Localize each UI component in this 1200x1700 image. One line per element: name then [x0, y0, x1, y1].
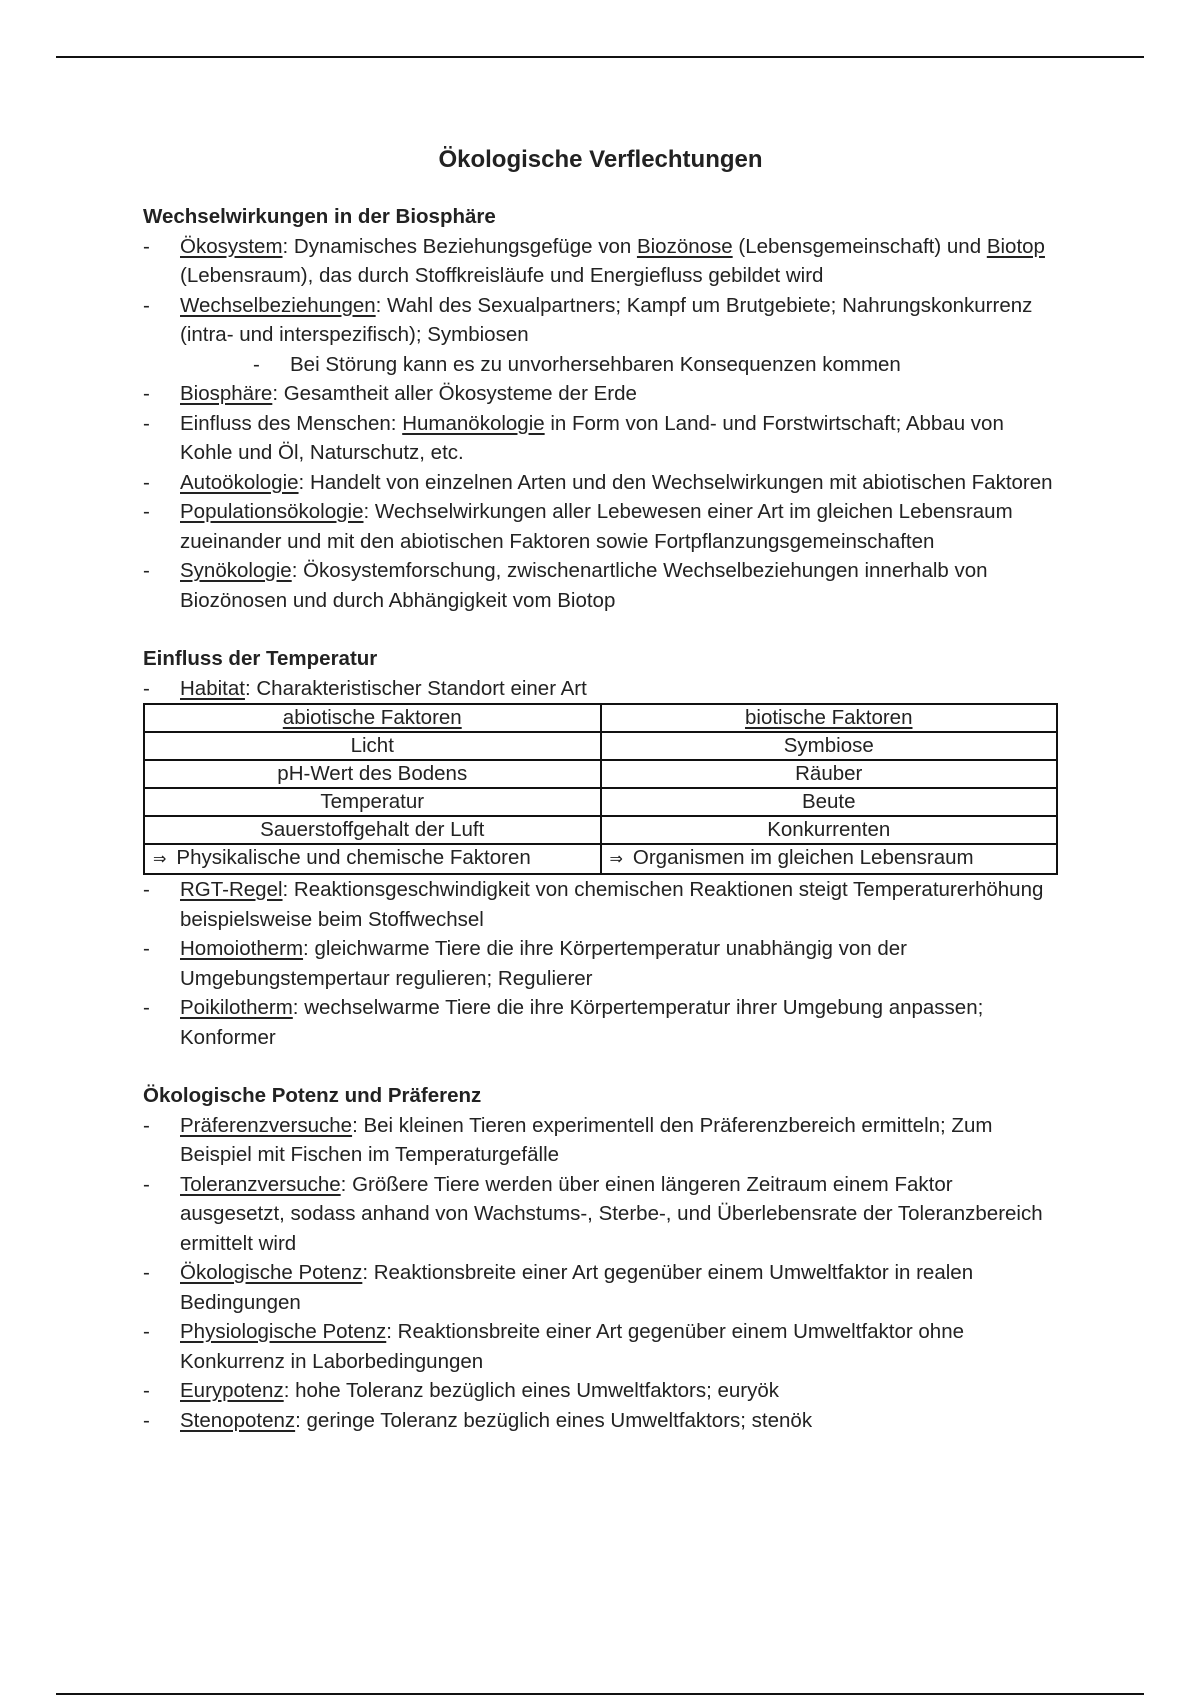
- term: Eurypotenz: [180, 1379, 284, 1402]
- term: Habitat: [180, 676, 245, 700]
- table-row: [144, 760, 1057, 788]
- list-item: - Stenopotenz: geringe Toleranz bezüglich eines Umweltfaktors; stenök: [143, 1406, 1058, 1436]
- term: Physiologische Potenz: [180, 1320, 387, 1343]
- table-header-cell: abiotische Faktoren: [144, 704, 601, 732]
- term: Ökosystem: [180, 234, 283, 258]
- header-rule: [56, 56, 1144, 58]
- table-cell: Temperatur: [144, 788, 601, 816]
- term: Ökologische Potenz: [180, 1261, 363, 1284]
- term: Homoiotherm: [180, 937, 304, 960]
- bullet-list: [143, 232, 1058, 616]
- section-wechselwirkungen: [143, 202, 1058, 615]
- table-row: [144, 788, 1057, 816]
- list-item: - Eurypotenz: hohe Toleranz bezüglich eines Umweltfaktors; euryök: [143, 1376, 1058, 1406]
- table-cell: Konkurrenten: [601, 816, 1058, 844]
- bullet-list: [143, 1111, 1058, 1436]
- term: Präferenzversuche: [180, 1113, 353, 1137]
- implies-arrow-icon: ⇒: [609, 851, 623, 868]
- table-row: [144, 732, 1057, 760]
- term: Humanökologie: [402, 411, 545, 435]
- sub-list: [180, 350, 1058, 380]
- table-cell: pH-Wert des Bodens: [144, 760, 601, 788]
- term: Biosphäre: [180, 382, 273, 405]
- table-cell: ⇒ Organismen im gleichen Lebensraum: [601, 844, 1058, 874]
- sub-list-item: - Bei Störung kann es zu unvorhersehbaren Konsequenzen kommen: [180, 350, 1058, 380]
- term: Biozönose: [636, 234, 733, 258]
- section-potenz: [143, 1081, 1058, 1435]
- list-item: - Ökosystem: Dynamisches Beziehungsgefüge von Biozönose (Lebensgemeinschaft) und Biotop (Lebensraum), das durch Stoffkreisläufe und Energiefluss gebildet wird: [143, 232, 1058, 291]
- list-item: - Präferenzversuche: Bei kleinen Tieren experimentell den Präferenzbereich ermitteln; Zum Beispiel mit Fischen im Temperaturgefälle: [143, 1111, 1058, 1170]
- list-item: - Autoökologie: Handelt von einzelnen Arten und den Wechselwirkungen mit abiotischen Faktoren: [143, 468, 1058, 498]
- term: Synökologie: [180, 559, 292, 582]
- list-item: - Homoiotherm: gleichwarme Tiere die ihre Körpertemperatur unabhängig von der Umgebungstempertaur regulieren; Regulierer: [143, 934, 1058, 993]
- table-cell: ⇒ Physikalische und chemische Faktoren: [144, 844, 601, 874]
- list-item: - RGT-Regel: Reaktionsgeschwindigkeit von chemischen Reaktionen steigt Temperaturerhöhung beispielsweise beim Stoffwechsel: [143, 875, 1058, 934]
- term: Stenopotenz: [180, 1408, 296, 1432]
- term: RGT-Regel: [180, 878, 283, 901]
- list-item: - Poikilotherm: wechselwarme Tiere die ihre Körpertemperatur ihrer Umgebung anpassen; Konformer: [143, 993, 1058, 1052]
- list-item: - Habitat: Charakteristischer Standort einer Art: [143, 674, 1058, 704]
- section-heading: Einfluss der Temperatur: [143, 647, 378, 670]
- section-heading: Ökologische Potenz und Präferenz: [143, 1084, 482, 1107]
- term: Toleranzversuche: [180, 1172, 341, 1196]
- table-cell: Symbiose: [601, 732, 1058, 760]
- implies-arrow-icon: ⇒: [153, 851, 167, 868]
- table-cell: Licht: [144, 732, 601, 760]
- table-cell: Beute: [601, 788, 1058, 816]
- section-heading: Wechselwirkungen in der Biosphäre: [143, 205, 496, 228]
- list-item: - Toleranzversuche: Größere Tiere werden über einen längeren Zeitraum einem Faktor ausgesetzt, sodass anhand von Wachstums-, Sterbe-, und Überlebensrate der Toleranzbereich ermittelt wird: [143, 1170, 1058, 1259]
- table-summary-row: [144, 844, 1057, 874]
- table-header-row: [144, 704, 1057, 732]
- table-cell: Sauerstoffgehalt der Luft: [144, 816, 601, 844]
- document-body: [143, 140, 1058, 1464]
- list-item: - Einfluss des Menschen: Humanökologie in Form von Land- und Forstwirtschaft; Abbau von Kohle und Öl, Naturschutz, etc.: [143, 409, 1058, 468]
- term: Biotop: [986, 234, 1045, 258]
- table-header-cell: biotische Faktoren: [601, 704, 1058, 732]
- bullet-list: [143, 674, 1058, 704]
- list-item: - Synökologie: Ökosystemforschung, zwischenartliche Wechselbeziehungen innerhalb von Biozönosen und durch Abhängigkeit vom Biotop: [143, 556, 1058, 615]
- term: Populationsökologie: [180, 500, 364, 523]
- list-item: - Wechselbeziehungen: Wahl des Sexualpartners; Kampf um Brutgebiete; Nahrungskonkurrenz (intra- und interspezifisch); Symbiosen - Bei Störung kann es zu unvorhersehbaren Konsequenzen kommen: [143, 291, 1058, 380]
- list-item: - Ökologische Potenz: Reaktionsbreite einer Art gegenüber einem Umweltfaktor in realen Bedingungen: [143, 1258, 1058, 1317]
- table-row: [144, 816, 1057, 844]
- section-temperatur: [143, 644, 1058, 1052]
- term: Autoökologie: [180, 470, 299, 494]
- list-item: - Physiologische Potenz: Reaktionsbreite einer Art gegenüber einem Umweltfaktor ohne Konkurrenz in Laborbedingungen: [143, 1317, 1058, 1376]
- page-title: Ökologische Verflechtungen: [438, 146, 763, 173]
- term: Wechselbeziehungen: [180, 293, 376, 317]
- term: Poikilotherm: [180, 996, 293, 1019]
- table-cell: Räuber: [601, 760, 1058, 788]
- list-item: - Populationsökologie: Wechselwirkungen aller Lebewesen einer Art im gleichen Lebensraum zueinander und mit den abiotischen Faktoren sowie Fortpflanzungsgemeinschaften: [143, 497, 1058, 556]
- list-item: - Biosphäre: Gesamtheit aller Ökosysteme der Erde: [143, 379, 1058, 409]
- bullet-list: [143, 875, 1058, 1052]
- footer-rule: [56, 1693, 1144, 1695]
- factors-table: [143, 703, 1058, 875]
